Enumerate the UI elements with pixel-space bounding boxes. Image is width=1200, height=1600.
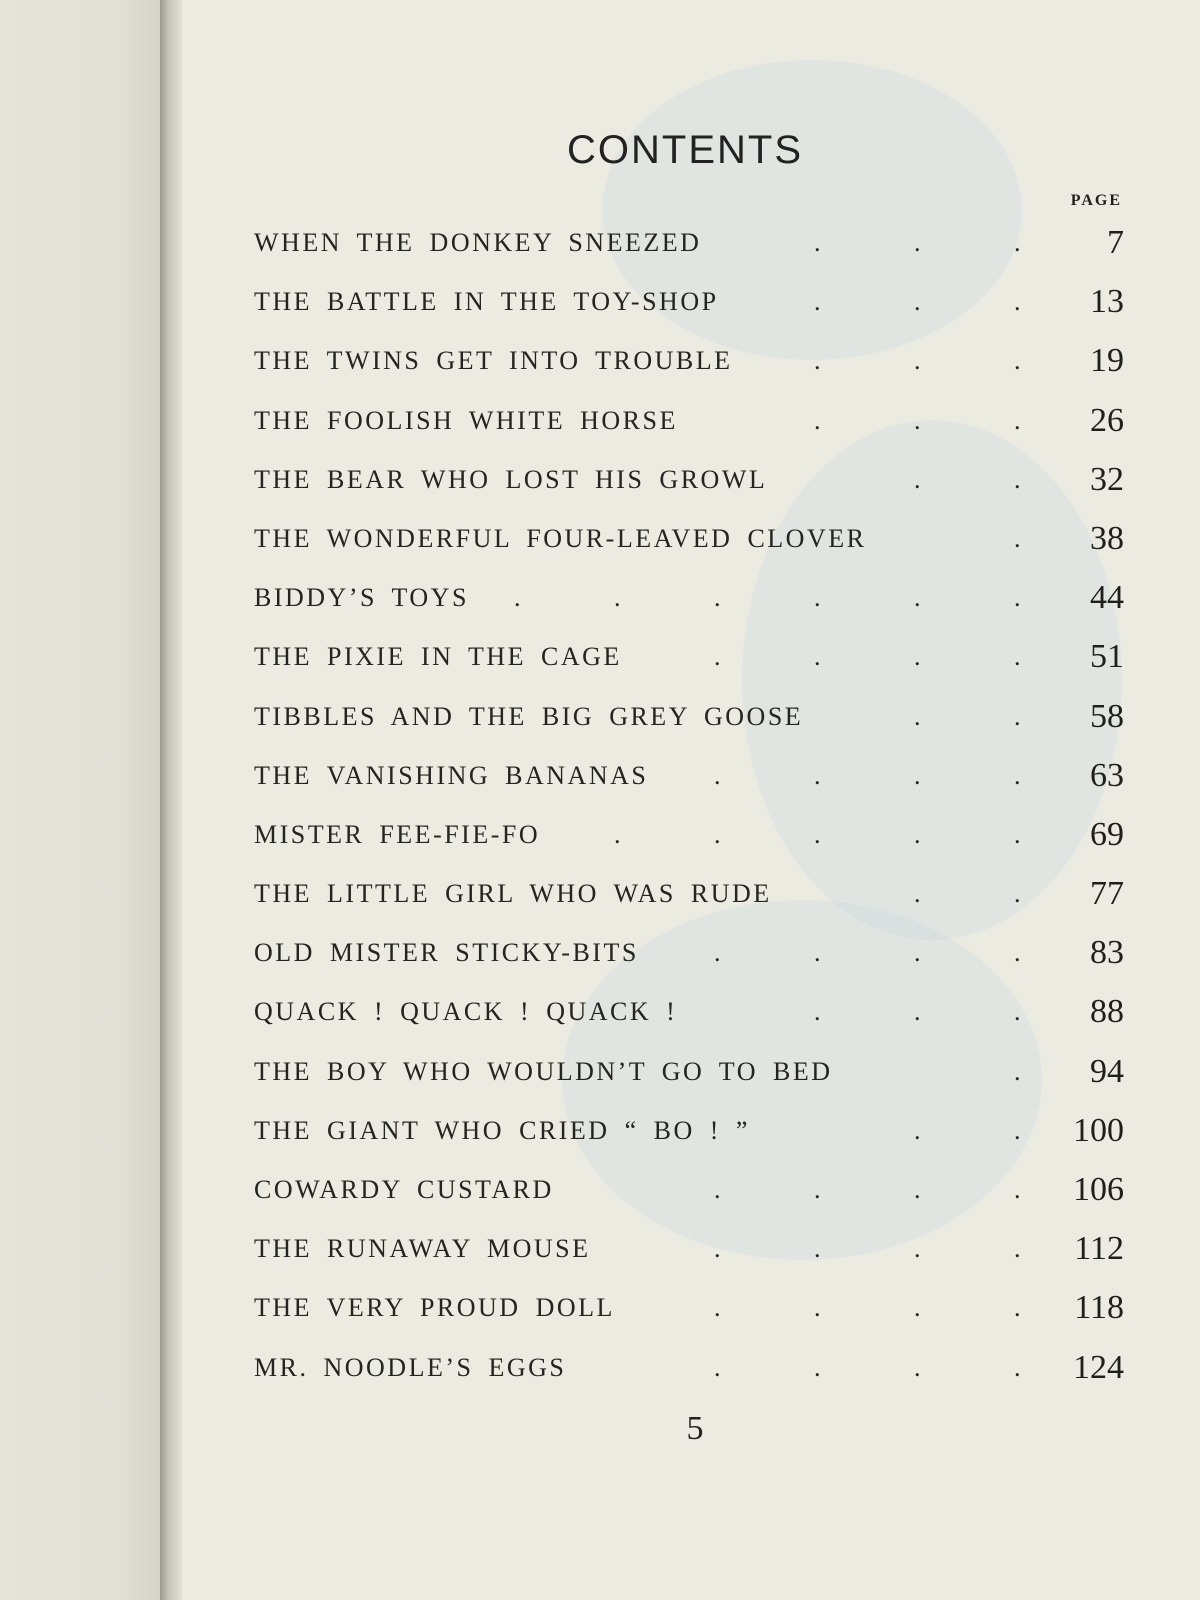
toc-entry-title: THE BOY WHO WOULDN’T GO TO BED [254,1056,833,1086]
toc-entry-page: 58 [1090,697,1124,735]
toc-row[interactable]: MISTER FEE-FIE-FO . . . . . 69 [254,815,1124,853]
toc-entry-page: 19 [1090,342,1124,380]
toc-row[interactable]: OLD MISTER STICKY-BITS . . . . 83 [254,934,1124,972]
toc-row[interactable]: THE FOOLISH WHITE HORSE . . . 26 [254,401,1124,439]
toc-entry-page: 51 [1090,638,1124,676]
toc-entry-page: 44 [1090,579,1124,617]
toc-entry-title: MR. NOODLE’S EGGS [254,1352,567,1382]
toc-row[interactable]: QUACK ! QUACK ! QUACK ! . . . 88 [254,993,1124,1031]
toc-entry-page: 88 [1090,993,1124,1031]
toc-entry-title: COWARDY CUSTARD [254,1175,554,1204]
toc-row[interactable]: THE GIANT WHO CRIED “ BO ! ” . . 100 [254,1111,1124,1149]
table-of-contents [254,222,1124,1406]
toc-entry-title: THE WONDERFUL FOUR-LEAVED CLOVER [254,523,867,553]
toc-row[interactable]: THE WONDERFUL FOUR-LEAVED CLOVER . 38 [254,519,1124,557]
left-page [0,0,168,1600]
toc-row[interactable]: THE BEAR WHO LOST HIS GROWL . . 32 [254,460,1124,498]
toc-entry-title: QUACK ! QUACK ! QUACK ! [254,997,678,1027]
toc-entry-page: 112 [1074,1230,1124,1268]
toc-entry-title: TIBBLES AND THE BIG GREY GOOSE [254,701,804,731]
toc-entry-title: THE RUNAWAY MOUSE [254,1234,591,1264]
toc-row[interactable]: TIBBLES AND THE BIG GREY GOOSE . . 58 [254,697,1124,735]
toc-entry-title: THE VANISHING BANANAS [254,760,649,790]
toc-entry-page: 69 [1090,815,1124,853]
toc-entry-title: THE VERY PROUD DOLL [254,1293,615,1323]
toc-entry-title: THE BATTLE IN THE TOY-SHOP [254,287,719,317]
toc-row[interactable]: THE BOY WHO WOULDN’T GO TO BED . 94 [254,1052,1124,1090]
toc-entry-page: 100 [1073,1111,1124,1149]
toc-row[interactable]: THE VANISHING BANANAS . . . . 63 [254,756,1124,794]
toc-entry-title: THE PIXIE IN THE CAGE [254,642,622,672]
toc-entry-page: 94 [1090,1052,1124,1090]
toc-row[interactable]: WHEN THE DONKEY SNEEZED . . . 7 [254,224,1124,261]
toc-entry-page: 13 [1090,283,1124,321]
toc-entry-page: 77 [1090,875,1124,913]
toc-entry-title: OLD MISTER STICKY-BITS [254,938,639,968]
toc-entry-title: MISTER FEE-FIE-FO [254,819,541,849]
toc-entry-title: THE BEAR WHO LOST HIS GROWL [254,464,768,494]
book-gutter [160,0,182,1600]
contents-title: CONTENTS [567,128,803,172]
toc-row[interactable]: COWARDY CUSTARD . . . . 106 [254,1171,1124,1208]
toc-entry-page: 124 [1073,1348,1124,1386]
page-number: 5 [686,1410,704,1447]
toc-row[interactable]: THE LITTLE GIRL WHO WAS RUDE . . 77 [254,875,1124,913]
toc-entry-title: BIDDY’S TOYS [254,583,469,613]
toc-row[interactable]: THE BATTLE IN THE TOY-SHOP . . . 13 [254,283,1124,321]
toc-entry-page: 118 [1074,1289,1124,1327]
toc-row[interactable]: THE TWINS GET INTO TROUBLE . . . 19 [254,342,1124,380]
toc-entry-page: 106 [1073,1171,1124,1208]
toc-entry-page: 63 [1090,756,1124,794]
toc-row[interactable]: BIDDY’S TOYS . . . . . . 44 [254,579,1124,617]
toc-entry-title: THE TWINS GET INTO TROUBLE [254,346,733,376]
toc-entry-title: THE LITTLE GIRL WHO WAS RUDE [254,879,772,909]
toc-entry-page: 7 [1107,224,1124,261]
toc-row[interactable]: THE VERY PROUD DOLL . . . . 118 [254,1289,1124,1327]
toc-entry-title: THE GIANT WHO CRIED “ BO ! ” [254,1115,750,1145]
page-column-header: PAGE [1070,192,1122,209]
toc-entry-page: 26 [1090,401,1124,439]
toc-row[interactable]: THE PIXIE IN THE CAGE . . . . 51 [254,638,1124,676]
toc-entry-title: WHEN THE DONKEY SNEEZED [254,228,702,257]
toc-entry-page: 38 [1090,519,1124,557]
toc-entry-page: 83 [1090,934,1124,972]
toc-row[interactable]: THE RUNAWAY MOUSE . . . . 112 [254,1230,1124,1268]
toc-entry-page: 32 [1090,460,1124,498]
toc-entry-title: THE FOOLISH WHITE HORSE [254,405,678,435]
toc-row[interactable]: MR. NOODLE’S EGGS . . . . 124 [254,1348,1124,1386]
